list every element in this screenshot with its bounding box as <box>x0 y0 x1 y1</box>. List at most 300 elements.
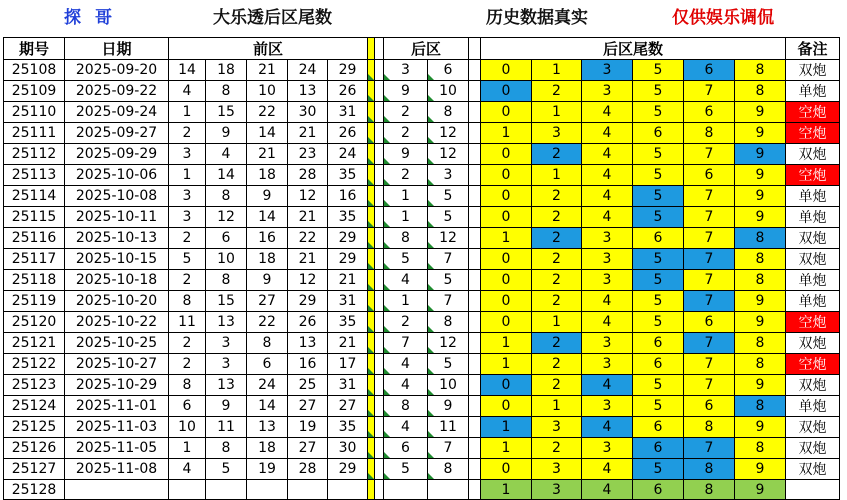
col-tail: 后区尾数 <box>481 38 786 60</box>
back-number: 12 <box>428 333 469 354</box>
date-cell: 2025-09-20 <box>65 60 169 81</box>
tail-number: 1 <box>481 123 532 144</box>
back-number: 10 <box>428 375 469 396</box>
front-number <box>288 480 328 500</box>
tail-number: 0 <box>481 396 532 417</box>
tail-number: 0 <box>481 81 532 102</box>
date-cell: 2025-10-11 <box>65 207 169 228</box>
table-row <box>4 144 840 165</box>
front-number: 12 <box>206 207 247 228</box>
date-cell <box>65 480 169 500</box>
front-number: 12 <box>288 270 328 291</box>
separator-gap <box>375 333 384 354</box>
front-number: 11 <box>169 312 206 333</box>
front-number: 31 <box>328 102 368 123</box>
tail-number: 7 <box>684 207 735 228</box>
back-number: 12 <box>428 123 469 144</box>
front-number: 21 <box>328 333 368 354</box>
tail-number: 7 <box>684 144 735 165</box>
issue-cell: 25109 <box>4 81 65 102</box>
front-number: 21 <box>288 123 328 144</box>
tail-number: 0 <box>481 270 532 291</box>
note-cell: 单炮 <box>786 186 840 207</box>
separator-mark <box>368 459 375 480</box>
separator-mark <box>368 354 375 375</box>
tail-number: 0 <box>481 312 532 333</box>
front-number: 10 <box>169 417 206 438</box>
tail-number: 7 <box>684 375 735 396</box>
separator-gap <box>469 417 481 438</box>
tail-number: 9 <box>735 291 786 312</box>
back-number: 4 <box>384 375 428 396</box>
tail-number: 1 <box>532 312 582 333</box>
table-row <box>4 102 840 123</box>
tail-number: 8 <box>735 396 786 417</box>
separator-gap <box>469 102 481 123</box>
tail-number: 4 <box>582 102 633 123</box>
separator-mark <box>368 291 375 312</box>
front-number: 6 <box>169 396 206 417</box>
tail-number: 1 <box>481 438 532 459</box>
separator-mark <box>368 38 375 60</box>
front-number <box>328 480 368 500</box>
issue-cell: 25127 <box>4 459 65 480</box>
tail-number: 3 <box>532 480 582 500</box>
tail-number: 6 <box>684 165 735 186</box>
back-number: 12 <box>428 144 469 165</box>
note-cell: 双炮 <box>786 333 840 354</box>
front-number: 11 <box>206 417 247 438</box>
back-number: 9 <box>384 81 428 102</box>
back-number: 8 <box>428 312 469 333</box>
back-number: 2 <box>384 123 428 144</box>
separator-gap <box>469 81 481 102</box>
table-row <box>4 354 840 375</box>
separator-mark <box>368 102 375 123</box>
front-number: 8 <box>206 81 247 102</box>
tail-number: 3 <box>582 81 633 102</box>
separator-mark <box>368 207 375 228</box>
back-number: 5 <box>428 270 469 291</box>
table-row <box>4 459 840 480</box>
back-number: 9 <box>384 144 428 165</box>
front-number: 8 <box>169 291 206 312</box>
tail-number: 5 <box>633 249 684 270</box>
front-number: 29 <box>328 228 368 249</box>
front-number: 1 <box>169 102 206 123</box>
back-number: 8 <box>428 102 469 123</box>
front-number <box>247 480 288 500</box>
table-row <box>4 417 840 438</box>
tail-number: 5 <box>633 375 684 396</box>
table-row <box>4 375 840 396</box>
tail-number: 4 <box>582 144 633 165</box>
back-number: 2 <box>384 165 428 186</box>
front-number: 22 <box>288 228 328 249</box>
front-number: 23 <box>288 144 328 165</box>
table-row <box>4 438 840 459</box>
back-number: 12 <box>428 228 469 249</box>
front-number: 26 <box>328 123 368 144</box>
tail-number: 5 <box>633 312 684 333</box>
separator-gap <box>375 375 384 396</box>
tail-number: 7 <box>684 228 735 249</box>
separator-gap <box>469 459 481 480</box>
separator-gap <box>375 459 384 480</box>
col-back: 后区 <box>384 38 469 60</box>
back-number: 1 <box>384 207 428 228</box>
front-number: 2 <box>169 228 206 249</box>
title-bar <box>0 0 847 37</box>
issue-cell: 25111 <box>4 123 65 144</box>
separator-gap <box>375 228 384 249</box>
tail-number: 4 <box>582 123 633 144</box>
front-number: 31 <box>328 291 368 312</box>
separator-mark <box>368 81 375 102</box>
tail-number: 9 <box>735 312 786 333</box>
front-number: 3 <box>206 354 247 375</box>
date-cell: 2025-11-08 <box>65 459 169 480</box>
back-number: 9 <box>428 396 469 417</box>
back-number: 6 <box>384 438 428 459</box>
tail-number: 6 <box>633 123 684 144</box>
front-number: 10 <box>206 249 247 270</box>
issue-cell: 25126 <box>4 438 65 459</box>
tail-number: 0 <box>481 207 532 228</box>
table-row <box>4 333 840 354</box>
note-cell: 双炮 <box>786 375 840 396</box>
tail-number: 8 <box>684 459 735 480</box>
issue-cell: 25123 <box>4 375 65 396</box>
front-number: 29 <box>288 291 328 312</box>
front-number: 35 <box>328 417 368 438</box>
tail-number: 5 <box>633 102 684 123</box>
table-row <box>4 270 840 291</box>
back-number: 5 <box>384 249 428 270</box>
separator-gap <box>469 60 481 81</box>
tail-number: 5 <box>633 60 684 81</box>
separator-gap <box>375 354 384 375</box>
tail-number: 0 <box>481 102 532 123</box>
separator-gap <box>469 38 481 60</box>
separator-gap <box>469 375 481 396</box>
separator-mark <box>368 60 375 81</box>
tail-number: 3 <box>582 438 633 459</box>
back-number: 7 <box>384 333 428 354</box>
front-number: 4 <box>169 459 206 480</box>
front-number: 8 <box>206 270 247 291</box>
separator-mark <box>368 123 375 144</box>
tail-number: 0 <box>481 60 532 81</box>
separator-mark <box>368 480 375 500</box>
separator-mark <box>368 186 375 207</box>
separator-gap <box>469 291 481 312</box>
issue-cell: 25115 <box>4 207 65 228</box>
tail-number: 8 <box>684 480 735 500</box>
tail-number: 2 <box>532 228 582 249</box>
table-row <box>4 81 840 102</box>
front-number: 6 <box>206 228 247 249</box>
separator-mark <box>368 333 375 354</box>
front-number: 2 <box>169 270 206 291</box>
back-number: 7 <box>428 438 469 459</box>
front-number: 25 <box>288 375 328 396</box>
issue-cell: 25112 <box>4 144 65 165</box>
tail-number: 7 <box>684 333 735 354</box>
tail-number: 2 <box>532 438 582 459</box>
tail-number: 1 <box>532 102 582 123</box>
separator-gap <box>375 396 384 417</box>
front-number: 14 <box>206 165 247 186</box>
date-cell: 2025-10-20 <box>65 291 169 312</box>
tail-number: 2 <box>532 144 582 165</box>
separator-mark <box>368 165 375 186</box>
separator-mark <box>368 375 375 396</box>
tail-number: 2 <box>532 354 582 375</box>
front-number: 15 <box>206 291 247 312</box>
note-cell: 空炮 <box>786 165 840 186</box>
front-number: 14 <box>247 396 288 417</box>
tail-number: 1 <box>532 165 582 186</box>
front-number: 26 <box>328 81 368 102</box>
table-row <box>4 312 840 333</box>
note-cell: 单炮 <box>786 291 840 312</box>
table-row <box>4 207 840 228</box>
front-number <box>169 480 206 500</box>
front-number: 2 <box>169 333 206 354</box>
issue-cell: 25108 <box>4 60 65 81</box>
tail-number: 0 <box>481 144 532 165</box>
tail-number: 3 <box>532 459 582 480</box>
tail-number: 6 <box>684 60 735 81</box>
note-cell: 双炮 <box>786 417 840 438</box>
tail-number: 6 <box>684 312 735 333</box>
front-number: 21 <box>247 144 288 165</box>
tail-number: 6 <box>633 354 684 375</box>
tail-number: 7 <box>684 186 735 207</box>
front-number: 8 <box>169 375 206 396</box>
front-number: 6 <box>247 354 288 375</box>
table-row <box>4 249 840 270</box>
tail-number: 9 <box>735 102 786 123</box>
tail-number: 5 <box>633 270 684 291</box>
front-number: 17 <box>328 354 368 375</box>
tail-number: 3 <box>532 417 582 438</box>
date-cell: 2025-09-27 <box>65 123 169 144</box>
front-number: 35 <box>328 312 368 333</box>
tail-number: 9 <box>735 417 786 438</box>
tail-number: 3 <box>582 354 633 375</box>
front-number: 3 <box>169 207 206 228</box>
front-number: 27 <box>328 396 368 417</box>
disclaimer-note: 仅供娱乐调侃 <box>672 8 774 28</box>
table-row <box>4 60 840 81</box>
issue-cell: 25116 <box>4 228 65 249</box>
tail-number: 7 <box>684 354 735 375</box>
separator-mark <box>368 270 375 291</box>
table-row <box>4 480 840 500</box>
separator-gap <box>469 354 481 375</box>
back-number: 6 <box>428 60 469 81</box>
tail-number: 3 <box>582 270 633 291</box>
date-cell: 2025-11-01 <box>65 396 169 417</box>
note-cell: 单炮 <box>786 207 840 228</box>
note-cell: 双炮 <box>786 249 840 270</box>
separator-gap <box>375 291 384 312</box>
date-cell: 2025-10-08 <box>65 186 169 207</box>
issue-cell: 25121 <box>4 333 65 354</box>
front-number: 28 <box>288 459 328 480</box>
front-number: 22 <box>247 312 288 333</box>
back-number: 7 <box>428 291 469 312</box>
front-number: 30 <box>288 102 328 123</box>
tail-number: 1 <box>481 417 532 438</box>
front-number: 8 <box>206 438 247 459</box>
separator-gap <box>375 480 384 500</box>
separator-gap <box>469 396 481 417</box>
front-number: 21 <box>288 207 328 228</box>
front-number: 13 <box>247 417 288 438</box>
tail-number: 6 <box>633 333 684 354</box>
front-number: 22 <box>247 102 288 123</box>
tail-number: 8 <box>735 249 786 270</box>
front-number: 30 <box>328 438 368 459</box>
back-number: 1 <box>384 291 428 312</box>
front-number: 29 <box>328 249 368 270</box>
front-number: 2 <box>169 354 206 375</box>
front-number: 8 <box>247 333 288 354</box>
tail-number: 3 <box>582 228 633 249</box>
tail-number: 3 <box>582 60 633 81</box>
separator-gap <box>469 228 481 249</box>
issue-cell: 25113 <box>4 165 65 186</box>
front-number: 15 <box>206 102 247 123</box>
front-number: 24 <box>288 60 328 81</box>
front-number: 16 <box>288 354 328 375</box>
separator-gap <box>375 38 384 60</box>
tail-number: 5 <box>633 81 684 102</box>
tail-number: 2 <box>532 375 582 396</box>
note-cell: 双炮 <box>786 144 840 165</box>
tail-number: 5 <box>633 207 684 228</box>
separator-mark <box>368 312 375 333</box>
tail-number: 5 <box>633 396 684 417</box>
front-number: 1 <box>169 165 206 186</box>
separator-mark <box>368 417 375 438</box>
issue-cell: 25122 <box>4 354 65 375</box>
tail-number: 0 <box>481 459 532 480</box>
tail-number: 4 <box>582 186 633 207</box>
front-number: 13 <box>288 81 328 102</box>
back-number <box>428 480 469 500</box>
issue-cell: 25110 <box>4 102 65 123</box>
front-number: 5 <box>169 249 206 270</box>
front-number: 10 <box>247 81 288 102</box>
front-number: 4 <box>169 81 206 102</box>
back-number: 8 <box>428 459 469 480</box>
front-number: 4 <box>206 144 247 165</box>
issue-cell: 25119 <box>4 291 65 312</box>
back-number: 4 <box>384 354 428 375</box>
note-cell: 双炮 <box>786 438 840 459</box>
tail-number: 5 <box>633 165 684 186</box>
tail-number: 9 <box>735 144 786 165</box>
separator-gap <box>469 207 481 228</box>
tail-number: 1 <box>532 60 582 81</box>
separator-gap <box>375 438 384 459</box>
separator-gap <box>469 123 481 144</box>
issue-cell: 25114 <box>4 186 65 207</box>
table-row <box>4 123 840 144</box>
front-number: 28 <box>288 165 328 186</box>
date-cell: 2025-11-05 <box>65 438 169 459</box>
note-cell: 双炮 <box>786 60 840 81</box>
lottery-table <box>3 37 840 500</box>
note-cell: 单炮 <box>786 396 840 417</box>
separator-gap <box>469 270 481 291</box>
tail-number: 5 <box>633 459 684 480</box>
tail-number: 0 <box>481 291 532 312</box>
front-number: 19 <box>288 417 328 438</box>
front-number: 21 <box>288 249 328 270</box>
separator-gap <box>469 333 481 354</box>
tail-number: 9 <box>735 207 786 228</box>
col-front: 前区 <box>169 38 368 60</box>
separator-mark <box>368 438 375 459</box>
date-cell: 2025-09-24 <box>65 102 169 123</box>
tail-number: 4 <box>582 165 633 186</box>
front-number: 21 <box>328 270 368 291</box>
back-number: 1 <box>384 186 428 207</box>
tail-number: 9 <box>735 123 786 144</box>
tail-number: 5 <box>633 144 684 165</box>
note-cell: 空炮 <box>786 123 840 144</box>
date-cell: 2025-10-25 <box>65 333 169 354</box>
front-number: 14 <box>247 123 288 144</box>
tail-number: 4 <box>582 480 633 500</box>
back-number: 4 <box>384 270 428 291</box>
date-cell: 2025-10-13 <box>65 228 169 249</box>
front-number: 24 <box>328 144 368 165</box>
separator-gap <box>469 480 481 500</box>
front-number: 18 <box>206 60 247 81</box>
issue-cell: 25124 <box>4 396 65 417</box>
issue-cell: 25117 <box>4 249 65 270</box>
front-number: 18 <box>247 165 288 186</box>
col-note: 备注 <box>786 38 840 60</box>
separator-gap <box>375 165 384 186</box>
tail-number: 6 <box>633 228 684 249</box>
front-number: 12 <box>288 186 328 207</box>
back-number: 2 <box>384 312 428 333</box>
front-number: 9 <box>247 186 288 207</box>
separator-gap <box>375 81 384 102</box>
front-number: 35 <box>328 207 368 228</box>
tail-number: 9 <box>735 459 786 480</box>
table-row <box>4 396 840 417</box>
date-cell: 2025-10-18 <box>65 270 169 291</box>
separator-gap <box>375 144 384 165</box>
front-number: 5 <box>206 459 247 480</box>
front-number: 1 <box>169 438 206 459</box>
table-row <box>4 228 840 249</box>
front-number: 14 <box>169 60 206 81</box>
back-number: 3 <box>428 165 469 186</box>
front-number: 13 <box>206 375 247 396</box>
back-number: 3 <box>384 60 428 81</box>
front-number: 8 <box>206 186 247 207</box>
tail-number: 1 <box>481 480 532 500</box>
